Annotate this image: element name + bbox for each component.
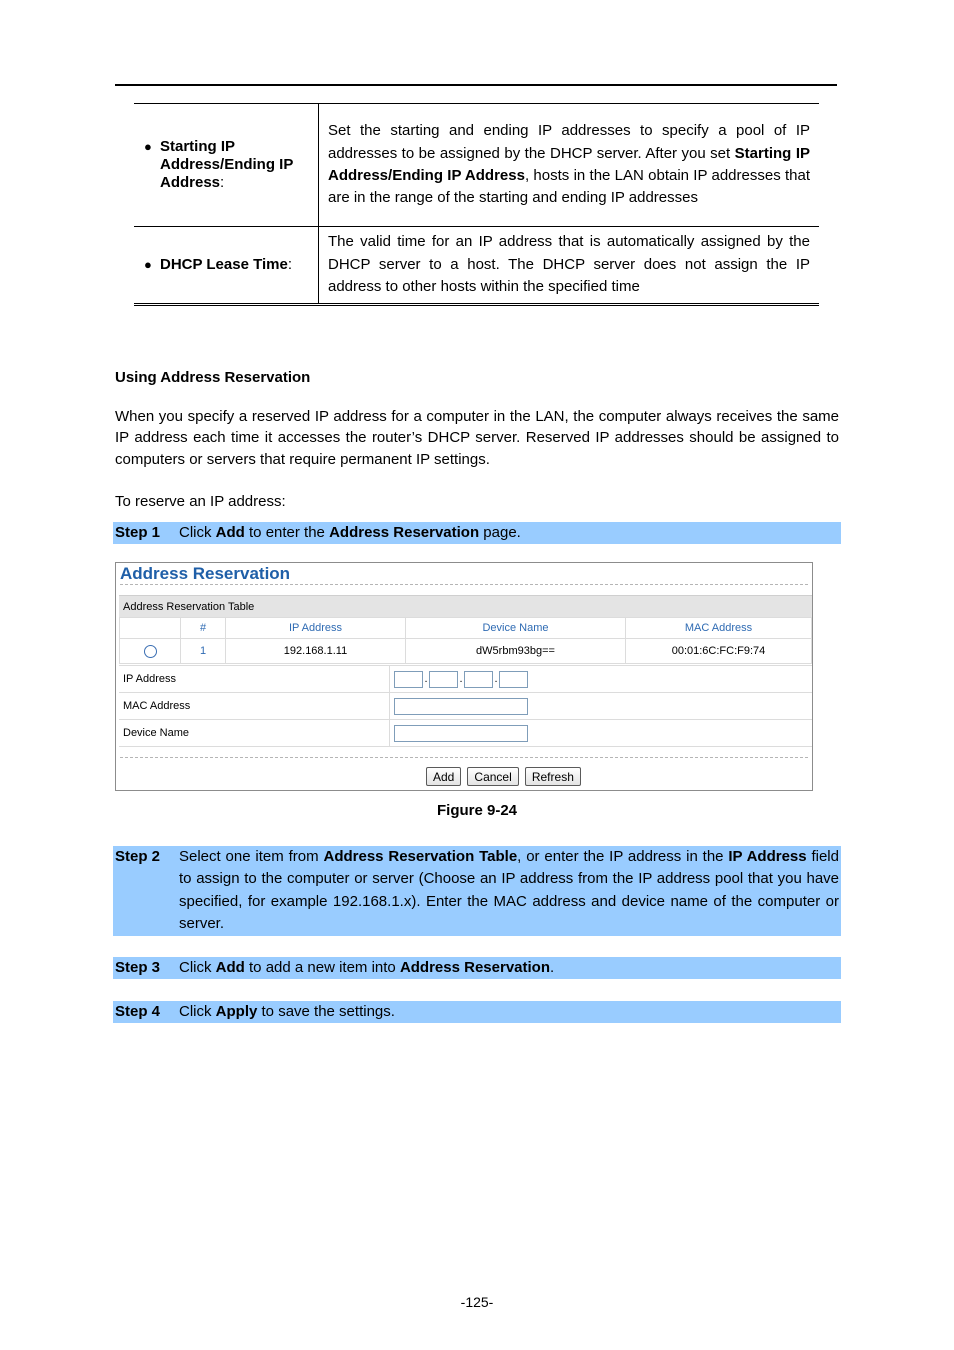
step-label: Step 1 (115, 524, 161, 541)
definition-description: The valid time for an IP address that is automatically assigned by the DHCP server to a host. The DHCP server does not assign the IP address to other hosts within the specified time (319, 227, 820, 305)
select-column-header (120, 618, 181, 639)
column-header-ip: IP Address (226, 618, 406, 639)
device-name-input[interactable] (394, 725, 528, 742)
entry-form (119, 665, 812, 747)
step-label: Step 3 (115, 959, 161, 976)
term-text: DHCP Lease Time (160, 256, 288, 273)
address-reservation-figure (115, 562, 813, 791)
row-select-radio[interactable] (144, 645, 157, 658)
figure-caption: Figure 9-24 (436, 802, 518, 819)
column-header-device: Device Name (406, 618, 626, 639)
table-title: Address Reservation Table (123, 601, 255, 613)
bullet-icon: ● (144, 139, 152, 154)
reservation-table (119, 617, 812, 664)
definition-row (134, 227, 819, 305)
step-label: Step 2 (115, 848, 161, 865)
button-bar (426, 767, 584, 786)
term-text: Starting IP Address/Ending IP Address (160, 138, 294, 191)
definition-row (134, 104, 819, 227)
step-4: Step 4 Click Apply to save the settings. (113, 1001, 841, 1023)
row-device: dW5rbm93bg== (406, 639, 626, 664)
form-row (119, 666, 812, 693)
definition-term-cell (134, 227, 319, 305)
mac-address-input[interactable] (394, 698, 528, 715)
divider (120, 584, 808, 585)
ip-octet-1-input[interactable] (394, 671, 423, 688)
ip-address-label: IP Address (119, 666, 390, 693)
table-title-band (119, 595, 812, 618)
ip-octet-4-input[interactable] (499, 671, 528, 688)
step-label: Step 4 (115, 1003, 161, 1020)
column-header-mac: MAC Address (626, 618, 812, 639)
row-mac: 00:01:6C:FC:F9:74 (626, 639, 812, 664)
header-rule (115, 84, 837, 86)
step-3: Step 3 Click Add to add a new item into Address Reservation. (113, 957, 841, 979)
bullet-icon: ● (144, 257, 152, 272)
step-1: Step 1 Click Add to enter the Address Reservation page. (113, 522, 841, 544)
divider (120, 757, 808, 758)
definition-term: ● Starting IP Address/Ending IP Address: (144, 138, 294, 191)
device-name-label: Device Name (119, 720, 390, 747)
mac-address-label: MAC Address (119, 693, 390, 720)
page-number: -125- (460, 1294, 494, 1310)
ip-address-field: . . . (390, 666, 813, 693)
definition-table (134, 103, 819, 306)
row-number: 1 (181, 639, 226, 664)
add-button[interactable]: Add (426, 767, 461, 786)
section-heading: Using Address Reservation (115, 369, 311, 386)
form-row (119, 720, 812, 747)
ip-octet-2-input[interactable] (429, 671, 458, 688)
refresh-button[interactable]: Refresh (525, 767, 581, 786)
column-header-num: # (181, 618, 226, 639)
step-2: Step 2 Select one item from Address Reservation Table, or enter the IP address in the IP Address field to assign to the computer or server (Choose an IP address from the IP address pool that you have specified, for example 192.168.1.x). Enter the MAC address and device name of the computer or server. (113, 846, 841, 936)
form-row (119, 693, 812, 720)
figure-title: Address Reservation (120, 564, 291, 583)
definition-description: Set the starting and ending IP addresses to specify a pool of IP addresses to be assigned by the DHCP server. After you set Starting IP Address/Ending IP Address, hosts in the LAN obtain IP addresses that are in the range of the starting and ending IP addresses (319, 104, 820, 227)
definition-term: ● DHCP Lease Time: (144, 256, 293, 273)
row-ip: 192.168.1.11 (226, 639, 406, 664)
table-row[interactable] (120, 639, 812, 664)
cancel-button[interactable]: Cancel (467, 767, 518, 786)
definition-term-cell (134, 104, 319, 227)
ip-octet-3-input[interactable] (464, 671, 493, 688)
instruction-lead: To reserve an IP address: (115, 493, 286, 510)
table-header-row (120, 618, 812, 639)
intro-paragraph: When you specify a reserved IP address for a computer in the LAN, the computer always receives the same IP address each time it accesses the router’s DHCP server. Reserved IP addresses should be assigned to computers or servers that require permanent IP settings. (115, 408, 839, 468)
